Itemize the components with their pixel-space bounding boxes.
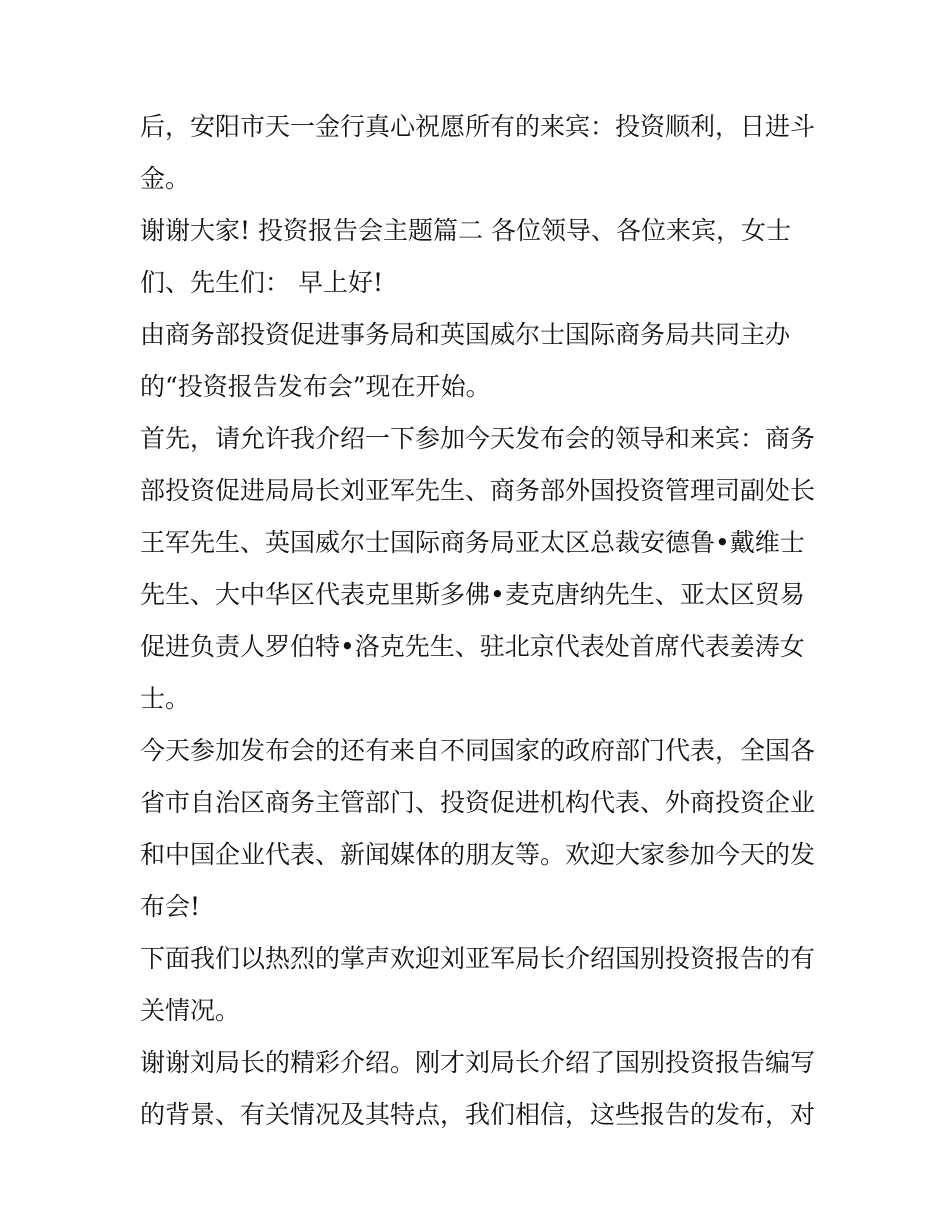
- text-line: 士。: [140, 684, 191, 713]
- text-line: 部投资促进局局长刘亚军先生、商务部外国投资管理司副处长: [140, 476, 816, 505]
- text-line: 们、先生们： 早上好!: [140, 268, 383, 297]
- text-line: 谢谢刘局长的精彩介绍。刚才刘局长介绍了国别投资报告编写: [140, 1048, 816, 1077]
- text-line: 布会!: [140, 892, 201, 921]
- text-line: 促进负责人罗伯特•洛克先生、驻北京代表处首席代表姜涛女: [140, 632, 805, 661]
- text-line: 由商务部投资促进事务局和英国威尔士国际商务局共同主办: [140, 320, 791, 349]
- text-line: 后，安阳市天一金行真心祝愿所有的来宾：投资顺利，日进斗: [140, 112, 816, 141]
- text-line: 先生、大中华区代表克里斯多佛•麦克唐纳先生、亚太区贸易: [140, 580, 805, 609]
- text-line: 首先，请允许我介绍一下参加今天发布会的领导和来宾：商务: [140, 424, 816, 453]
- text-line: 关情况。: [140, 996, 241, 1025]
- text-line: 谢谢大家! 投资报告会主题篇二 各位领导、各位来宾，女士: [140, 216, 791, 245]
- text-line: 的背景、有关情况及其特点，我们相信，这些报告的发布，对: [140, 1100, 816, 1129]
- text-line: 的“投资报告发布会”现在开始。: [140, 372, 491, 401]
- text-line: 和中国企业代表、新闻媒体的朋友等。欢迎大家参加今天的发: [140, 840, 816, 869]
- text-line: 金。: [140, 164, 191, 193]
- text-line: 王军先生、英国威尔士国际商务局亚太区总裁安德鲁•戴维士: [140, 528, 805, 557]
- text-line: 省市自治区商务主管部门、投资促进机构代表、外商投资企业: [140, 788, 816, 817]
- text-line: 下面我们以热烈的掌声欢迎刘亚军局长介绍国别投资报告的有: [140, 944, 816, 973]
- text-line: 今天参加发布会的还有来自不同国家的政府部门代表，全国各: [140, 736, 816, 765]
